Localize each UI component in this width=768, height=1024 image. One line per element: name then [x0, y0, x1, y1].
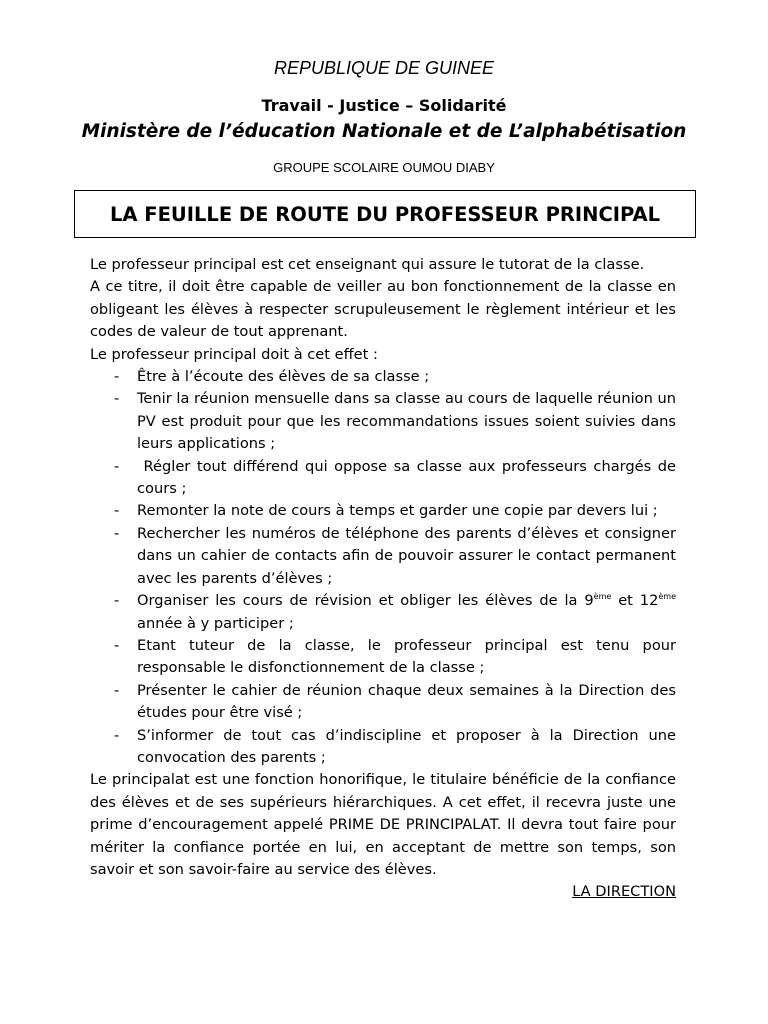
ordinal-superscript: ème: [658, 592, 676, 602]
revision-text-end: année à y participer ;: [137, 592, 681, 632]
national-motto: Travail - Justice – Solidarité: [261, 96, 507, 115]
list-item: - S’informer de tout cas d’indiscipline et proposer à la Direction une convocation des parents ;: [90, 725, 676, 770]
list-item: - Etant tuteur de la classe, le professeur principal est tenu pour responsable le disfonctionnement de la classe ;: [90, 635, 676, 680]
list-item: - Être à l’écoute des élèves de sa classe ;: [90, 366, 676, 388]
duties-list: [90, 366, 681, 769]
closing-paragraph: Le principalat est une fonction honorifique, le titulaire bénéficie de la confiance des élèves et de ses supérieurs hiérarchiques. A cet effet, il recevra juste une prime d’encouragement appelé PRIME DE PRINCIPALAT. Il devra tout faire pour mériter la confiance portée en lui, en acceptant de mettre son temps, son savoir et son savoir-faire au service des élèves.: [90, 771, 676, 878]
list-item: - Tenir la réunion mensuelle dans sa classe au cours de laquelle réunion un PV est produit pour que les recommandations issues soient suivies dans leurs applications ;: [90, 388, 676, 455]
title-box: [74, 190, 696, 238]
revision-text-start: Organiser les cours de révision et obliger les élèves de la 9: [137, 592, 594, 610]
republic-heading: REPUBLIQUE DE GUINEE: [273, 58, 495, 78]
list-item: - Régler tout différend qui oppose sa classe aux professeurs chargés de cours ;: [90, 456, 676, 501]
list-item: [90, 590, 681, 635]
intro-paragraph-1: Le professeur principal est cet enseignant qui assure le tutorat de la classe.: [90, 256, 645, 273]
document-body: [90, 254, 681, 904]
list-item: - Rechercher les numéros de téléphone des parents d’élèves et consigner dans un cahier de contacts afin de pouvoir assurer le contact permanent avec les parents d’élèves ;: [90, 523, 676, 590]
list-item: - Présenter le cahier de réunion chaque deux semaines à la Direction des études pour être visé ;: [90, 680, 676, 725]
signature: LA DIRECTION: [572, 883, 676, 901]
intro-paragraph-2: A ce titre, il doit être capable de veiller au bon fonctionnement de la classe en obligeant les élèves à respecter scrupuleusement le règlement intérieur et les codes de valeur de tout apprenant.: [90, 278, 676, 341]
ordinal-superscript: ème: [593, 592, 612, 602]
revision-text-middle: et 12: [611, 592, 659, 610]
intro-paragraph-3: Le professeur principal doit à cet effet :: [90, 345, 378, 363]
school-name: GROUPE SCOLAIRE OUMOU DIABY: [273, 160, 495, 175]
list-item: - Remonter la note de cours à temps et garder une copie par devers lui ;: [90, 500, 676, 522]
document-title: LA FEUILLE DE ROUTE DU PROFESSEUR PRINCIPAL: [109, 202, 661, 226]
ministry-heading: Ministère de l’éducation Nationale et de L’alphabétisation: [81, 121, 687, 142]
